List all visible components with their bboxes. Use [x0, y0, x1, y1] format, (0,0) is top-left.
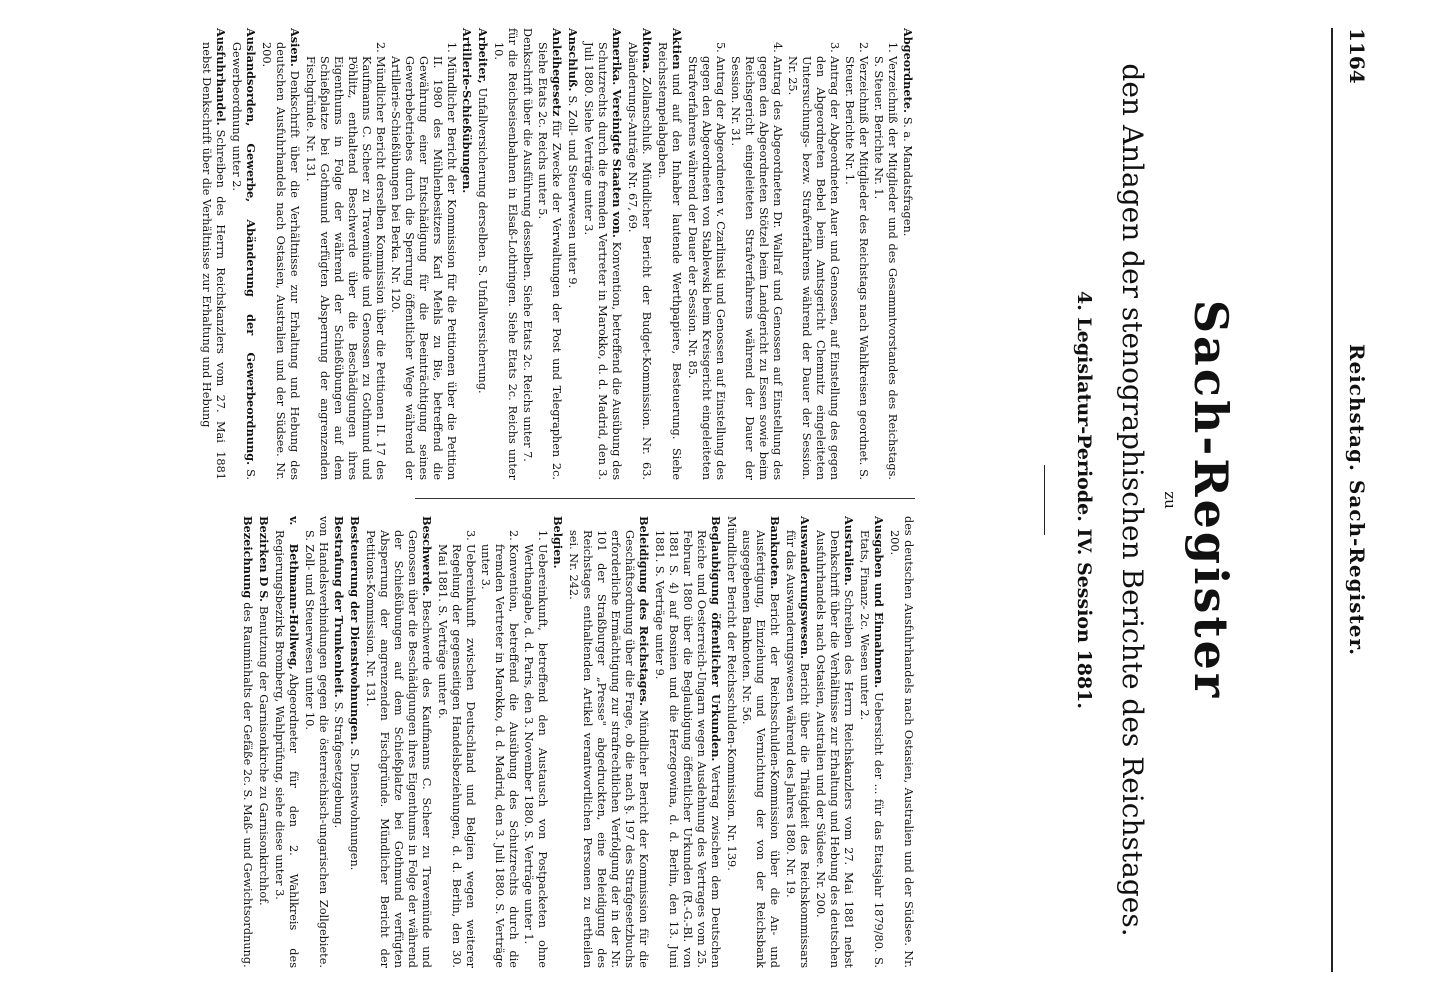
index-entry	[199, 28, 228, 480]
index-subentry	[685, 28, 727, 480]
entry-text: Uebereinkunft zwischen Deutschland und Belgien wegen weiterer Regelung der gegenseitigen Handelsbeziehungen, d. d. Berlin, den 30. Mai 1881. S. Verträge unter 6.	[436, 544, 477, 968]
entry-text: für die Reichseisenbahnen in Elsaß-Lothringen. Siehe Etats 2c. Reichs unter 10.	[492, 28, 519, 480]
running-title: Reichstag. Sach-Register.	[1345, 343, 1369, 657]
right-column	[22, 516, 915, 968]
title-rule	[1044, 465, 1045, 535]
subtitle: den Anlagen der stenographischen Berichte des Reichstages.	[1115, 63, 1149, 937]
index-entry	[900, 28, 915, 480]
index-entry	[520, 28, 534, 480]
entry-keyword: Artillerie-Schießübungen.	[460, 28, 474, 194]
entry-text: Bericht über die Thätigkeit des Reichskommissars für das Auswanderungswesen während des Jahres 1880. Nr. 19.	[784, 530, 811, 968]
entry-text: Denkschrift über die Verhältnisse zur Erhaltung und Hebung des deutschen Ausfuhrhandels nach Ostasien, Australien und der Südsee. Nr. 200.	[260, 42, 301, 480]
entry-text: von Handelsverbindungen gegen die österreichisch-ungarischen Zollgebiete. S. Zoll- und Steuerwesen unter 10.	[303, 516, 330, 968]
page-number: 1164	[1345, 28, 1369, 84]
entry-text: S. Zoll- und Steuerwesen unter 9.	[566, 95, 579, 289]
index-entry	[857, 516, 886, 968]
index-entry	[347, 516, 362, 968]
entry-text: Mündlicher Bericht der Kommission für die Petitionen über die Petition II. 1980 des Mühlenbesitzers Karl Mehls zu Bie, betreffend die Gewährung einer Entschädigung für die Beeinträchtigung seines Gewerbebetriebes durch die Sperrung öffentlicher Wege während der Artillerie-Schießübungen bei Berka. Nr. 120.	[389, 56, 458, 480]
index-entry	[565, 28, 580, 480]
header-rule	[1331, 28, 1333, 972]
index-subentry	[521, 516, 549, 968]
entry-keyword: Auswanderungswesen.	[798, 516, 812, 659]
entry-text: Antrag der Abgeordneten Auer und Genossen, auf Einstellung des gegen den Abgeordneten Bebel beim Amtsgericht Chemnitz eingeleiteten Untersuchungs- bezw. Strafverfahrens während der Dauer der Session. Nr. 25.	[786, 56, 841, 480]
index-subentry	[871, 28, 899, 480]
index-entry	[625, 28, 654, 480]
subentry-number: 1.	[886, 42, 899, 53]
entry-text: des Rauminhalts der Gefäße 2c. S. Maß- und Gewichtsordnung.	[241, 602, 254, 968]
subentry-number: 2.	[507, 530, 520, 541]
entry-keyword: Banknoten.	[768, 516, 782, 590]
entry-text: Mündlicher Bericht der Reichsschulden-Kommission. Nr. 139.	[725, 516, 738, 871]
index-entry	[739, 516, 782, 968]
entry-text: Antrag der Abgeordneten v. Czarlinski und Genossen auf Einstellung des gegen den Abgeordneten von Stablewski beim Kreisgericht eingeleiteten Strafverfahrens während der Dauer der Session. Nr. 85.	[686, 56, 727, 480]
index-entry	[491, 28, 519, 480]
entry-keyword: Bezeichnung	[241, 516, 255, 599]
entry-text: Denkschrift über die Ausführung desselben. Siehe Etats 2c. Reichs unter 7.	[521, 28, 534, 462]
column-divider	[415, 498, 915, 499]
entry-keyword: Abgeordnete.	[901, 28, 915, 113]
entry-text: Schreiben des Herrn Reichskanzlers vom 27. Mai 1881 nebst Denkschrift über die Verhältnisse zur Erhaltung und Hebung	[200, 42, 227, 480]
entry-text: Antrag des Abgeordneten Dr. Wallraf und Genossen auf Einstellung des gegen den Abgeordneten Stötzel beim Landgericht zu Essen sowie beim Reichsgericht eingeleiteten Strafverfahrens während der Dauer der Session. Nr. 31.	[729, 56, 784, 480]
entry-keyword: Beglaubigung öffentlicher Urkunden.	[709, 516, 723, 762]
left-column	[22, 28, 915, 480]
entry-text: Vertrag zwischen dem Deutschen Reiche und Oesterreich-Ungarn wegen Ausdehnung des Vertrages vom 25. Februar 1880 über die Beglaubigung öffentlicher Urkunden (R.-G.-Bl. von 1881 S. 4) auf Bosnien und die Herzegowina, d. d. Berlin, den 13. Juni 1881. S. Verträge unter 9.	[653, 530, 722, 968]
subentry-number: 2.	[857, 42, 870, 53]
index-entry	[302, 516, 330, 968]
title-block	[1044, 60, 1238, 940]
subentry-number: 5.	[714, 42, 727, 53]
entry-text: und auf den Inhaber lautende Werthpapiere, Besteuerung. Siehe Reichsstempelabgaben.	[656, 42, 683, 480]
index-entry	[581, 28, 624, 480]
index-entry	[655, 28, 684, 480]
index-entry	[652, 516, 723, 968]
entry-text: für Zwecke der Verwaltungen der Post und Telegraphen 2c. Siehe Etats 2c. Reichs unter 5.	[536, 42, 563, 480]
subentry-number: 3.	[464, 530, 477, 541]
entry-keyword: Anleihegesetz	[550, 28, 564, 117]
index-entry	[535, 28, 564, 480]
entry-text: Verzeichniß der Mitglieder und des Gesammtvorstandes des Reichstags. S. Steuer. Berichte Nr. 1.	[872, 56, 899, 480]
subentry-number: 1.	[536, 530, 549, 541]
entry-keyword: Besteuerung der Dienstwohnungen.	[348, 516, 362, 745]
index-entry	[550, 516, 565, 968]
legislative-period: 4. Legislatur-Periode. IV. Session 1881.	[1073, 290, 1096, 710]
entry-text: Konvention, betreffend die Ausübung des Schutzrechts durch die fremden Vertreter in Marokko, d. d. Madrid, den 3. Juli 1880. S. Verträge unter 3.	[479, 544, 520, 968]
index-entry	[887, 516, 915, 968]
index-entry	[459, 28, 474, 480]
entry-text: Unfallversicherung derselben. S. Unfallversicherung.	[476, 87, 489, 394]
index-entry	[256, 516, 271, 968]
main-title: Sach-Register	[1184, 299, 1238, 701]
entry-keyword: Amerika. Vereinigte Staaten von.	[610, 28, 624, 238]
subentry-number: 4.	[771, 42, 784, 53]
entry-text: Konvention, betreffend die Ausübung des Schutzrechts durch die fremden Vertreter in Marokko, d. d. Madrid, den 3. Juli 1880. Siehe Verträge unter 3.	[582, 42, 623, 480]
entry-keyword: Belgien.	[551, 516, 565, 569]
entry-text: Bericht der Reichsschulden-Kommission über die An- und Ausfertigung, Einziehung und Vernichtung der von der Reichsbank ausgegebenen Banknoten. Nr. 56.	[740, 530, 781, 968]
entry-text: Abgeordneter für den 2. Wahlkreis des Regierungsbezirks Bromberg, Wahlprüfung, siehe diese unter 3.	[273, 530, 300, 968]
entry-keyword: Australien.	[842, 516, 856, 586]
entry-keyword: Auslandsorden, Gewerbe, Abänderung der Gewerbeordnung.	[244, 28, 258, 466]
entry-text: S. Gewerbeordnung unter 2.	[230, 42, 257, 480]
index-entry	[259, 28, 302, 480]
entry-text: S. Dienstwohnungen.	[348, 748, 361, 871]
index-entry	[783, 516, 812, 968]
index-subentry	[435, 516, 477, 968]
entry-text: Benutzung der Garnisonkirche zu Garnisonkirchhof.	[257, 605, 270, 906]
subentry-number: 1.	[445, 42, 458, 53]
entry-text: Mündlicher Bericht der Kommission für die Geschäftsordnung über die Frage, ob die nach §. 197 des Strafgesetzbuchs erforderliche Ermächtigung zur strafrechtlichen Verfolgung der in der Nr. 101 der Straßburger „Presse" abgedruckten, eine Beleidigung des Reichstages enthaltenden Artikel verantwortlichen Personen zu ertheilen sei. Nr. 242.	[567, 530, 650, 968]
title-zu: zu	[1160, 491, 1179, 509]
subentry-number: 3.	[828, 42, 841, 53]
entry-keyword: Asien.	[288, 28, 302, 67]
index-entry	[475, 28, 490, 480]
entry-text: Uebersicht der ... für das Etatsjahr 1879/80. S. Etats, Finanz- 2c. Wesen unter 2.	[858, 530, 885, 968]
entry-keyword: Arbeiter,	[476, 28, 490, 84]
index-subentry	[303, 28, 387, 480]
index-subentry	[785, 28, 841, 480]
index-subentry	[478, 516, 520, 968]
entry-text: S. Strafgesetzgebung.	[332, 701, 345, 829]
index-entry	[331, 516, 346, 968]
entry-keyword: Ausgaben und Einnahmen.	[872, 516, 886, 689]
entry-text: des deutschen Ausfuhrhandels nach Ostasien, Australien und der Südsee. Nr. 200.	[888, 516, 915, 968]
entry-keyword: Anschluß.	[566, 28, 580, 92]
index-entry	[272, 516, 301, 968]
entry-keyword: v. Bethmann-Hollweg,	[287, 516, 301, 670]
entry-text: S. a. Mandatsfragen.	[901, 116, 914, 237]
entry-text: Verzeichniß der Mitglieder des Reichstags nach Wahlkreisen geordnet. S. Steuer. Berichte Nr. 1.	[843, 56, 870, 480]
index-entry	[813, 516, 856, 968]
index-subentry	[842, 28, 870, 480]
entry-text: Uebereinkunft, betreffend den Austausch von Postpacketen ohne Werthangabe, d. d. Paris, den 3. November 1880. S. Verträge unter 1.	[522, 544, 549, 968]
entry-keyword: Beschwerde.	[420, 516, 434, 597]
index-entry	[240, 516, 255, 968]
entry-keyword: Altona.	[640, 28, 654, 74]
entry-text: Beschwerde des Kaufmanns C. Scheer zu Travemünde und Genossen über die Beschädigungen ihres Eigenthums in Folge der während der Schießübungen auf dem Schießplatze bei Gothmund verfügten Absperrung der angrenzenden Fischgründe. Mündlicher Bericht der Petitions-Kommission. Nr. 131.	[364, 530, 433, 968]
entry-keyword: Aktien	[670, 28, 684, 70]
index-subentry	[388, 28, 458, 480]
entry-text: Mündlicher Bericht derselben Kommission über die Petitionen II. 17 des Kaufmanns C. Scheer zu Travemünde und Genossen zu Gothmund und Pöhlitz, enthaltend Beschwerde über die Beschädigungen ihres Eigenthums in Folge der während der Schießübungen auf dem Schießplatze bei Gothmund verfügten Absperrung der angrenzenden Fischgründe. Nr. 131.	[304, 56, 387, 480]
entry-text: Schreiben des Herrn Reichskanzlers vom 27. Mai 1881 nebst Denkschrift über die Verhältnisse zur Erhaltung und Hebung des deutschen Ausfuhrhandels nach Ostasien, Australien und der Südsee. Nr. 200.	[814, 530, 855, 968]
index-subentry	[728, 28, 784, 480]
entry-keyword: Ausfuhrhandel.	[214, 28, 228, 126]
index-entry	[724, 516, 738, 968]
entry-keyword: Beleidigung des Reichstages.	[637, 516, 651, 706]
index-entry	[363, 516, 434, 968]
index-columns	[22, 28, 915, 972]
running-head	[1341, 28, 1371, 972]
index-entry	[566, 516, 651, 968]
entry-text: Zollanschluß. Mündlicher Bericht der Budget-Kommission. Nr. 63. Abänderungs-Anträge Nr. 67, 69.	[626, 42, 653, 480]
entry-keyword: Bezirken D S.	[257, 516, 271, 602]
index-entry	[229, 28, 258, 480]
entry-keyword: Bestrafung der Trunkenheit.	[332, 516, 346, 698]
subentry-number: 2.	[374, 42, 387, 53]
